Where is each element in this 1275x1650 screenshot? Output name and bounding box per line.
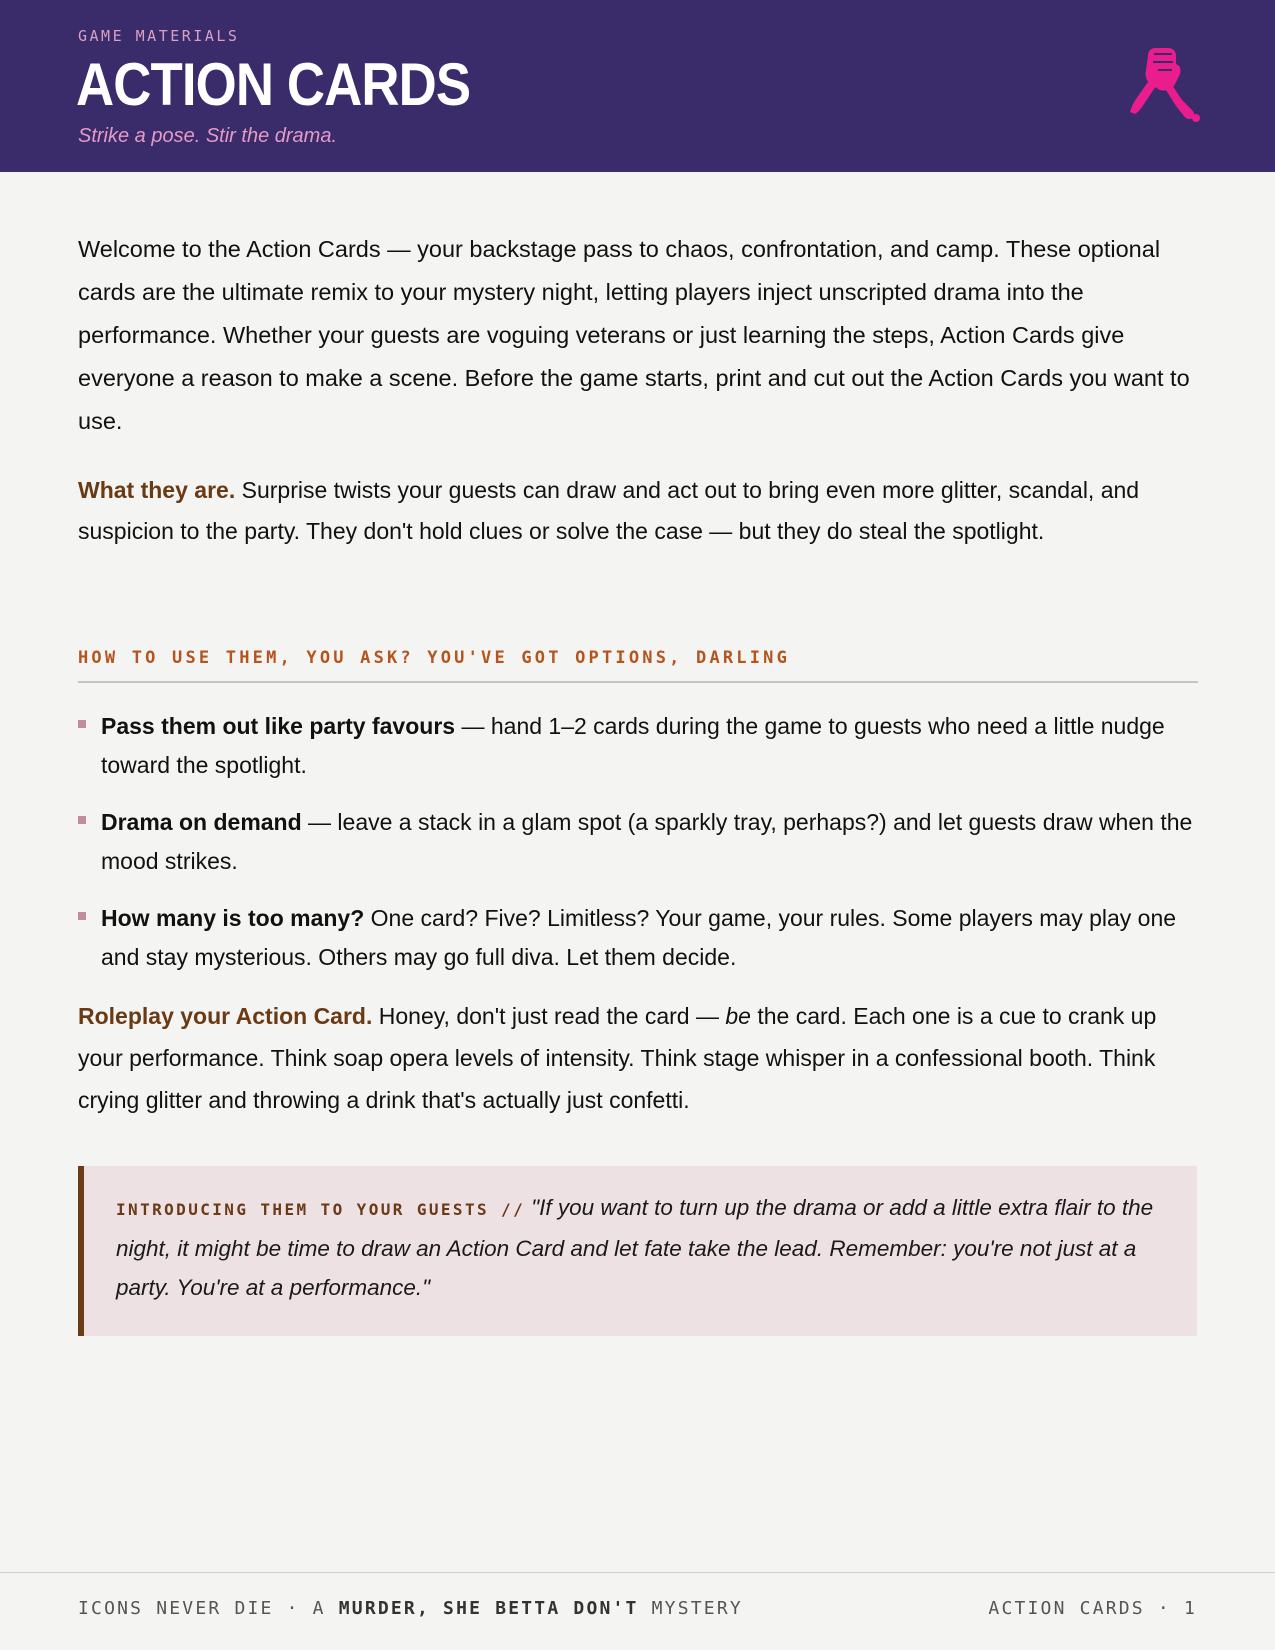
roleplay-text-before: Honey, don't just read the card — [372,1003,726,1029]
footer-suffix: MYSTERY [638,1598,743,1619]
usage-options-list [78,707,1198,995]
what-they-are-lead: What they are. [78,477,236,503]
footer-page-label: ACTION CARDS · 1 [988,1598,1197,1619]
square-bullet-icon [78,816,86,824]
list-item-bold: Pass them out like party favours [101,713,456,739]
list-item-text: — leave a stack in a glam spot (a sparkly tray, perhaps?) and let guests draw when the mood strikes. [101,809,1193,874]
section-divider [78,681,1198,683]
list-item-bold: Drama on demand [101,809,302,835]
intro-paragraph: Welcome to the Action Cards — your backstage pass to chaos, confrontation, and camp. These optional cards are the ultimate remix to your mystery night, letting players inject unscripted drama into the performance. Whether your guests are voguing veterans or just learning the steps, Action Cards give everyone a reason to make a scene. Before the game starts, print and cut out the Action Cards you want to use. [78,236,1190,434]
callout-quote [116,1188,1167,1307]
footer-divider [0,1572,1275,1573]
list-item [78,899,1198,977]
header-eyebrow: GAME MATERIALS [78,27,240,45]
footer-title: MURDER, SHE BETTA DON'T [338,1598,639,1619]
raised-fist-microphone-icon [1126,42,1206,126]
page-subtitle: Strike a pose. Stir the drama. [78,125,338,147]
section-heading: HOW TO USE THEM, YOU ASK? YOU'VE GOT OPTIONS, DARLING [78,648,791,668]
list-item [78,803,1198,881]
square-bullet-icon [78,912,86,920]
callout-label: INTRODUCING THEM TO YOUR GUESTS // [116,1200,526,1219]
list-item-text: One card? Five? Limitless? Your game, your rules. Some players may play one and stay mysterious. Others may go full diva. Let them decide. [101,905,1177,970]
list-item-text: — hand 1–2 cards during the game to guests who need a little nudge toward the spotlight. [101,713,1165,778]
callout-box [78,1166,1197,1336]
list-item-bold: How many is too many? [101,905,365,931]
roleplay-text-after: the card. Each one is a cue to crank up your performance. Think soap opera levels of intensity. Think stage whisper in a confessional booth. Think crying glitter and throwing a drink that's actually just confetti. [78,1003,1157,1113]
roleplay-emphasis: be [725,1003,751,1029]
square-bullet-icon [78,720,86,728]
footer-prefix: ICONS NEVER DIE · A [78,1598,339,1619]
page-title: ACTION CARDS [76,51,471,118]
roleplay-paragraph [78,995,1198,1121]
what-they-are-text: Surprise twists your guests can draw and act out to bring even more glitter, scandal, and suspicion to the party. They don't hold clues or solve the case — but they do steal the spotlight. [78,477,1140,544]
what-they-are-paragraph [78,470,1198,552]
page-header [0,0,1275,172]
roleplay-lead: Roleplay your Action Card. [78,1003,373,1029]
callout-quote-text: "If you want to turn up the drama or add a little extra flair to the night, it might be time to draw an Action Card and let fate take the lead. Remember: you're not just at a party. You're at a performance." [116,1195,1154,1300]
list-item [78,707,1198,785]
footer-credit [78,1598,743,1619]
